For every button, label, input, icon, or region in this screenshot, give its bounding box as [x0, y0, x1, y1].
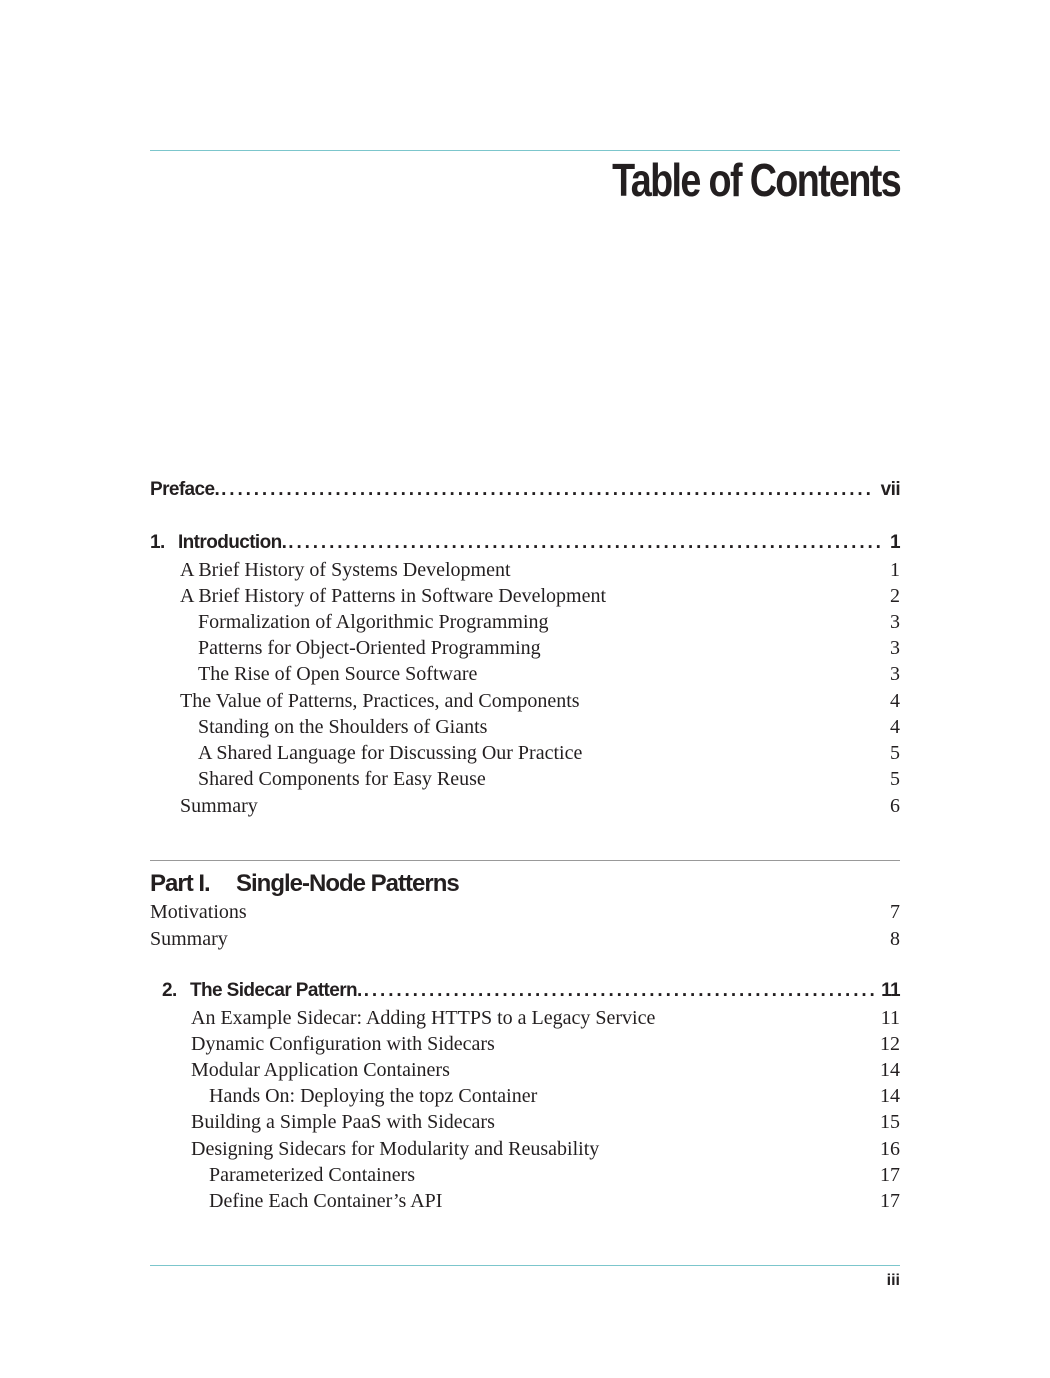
section-page: 7 [890, 901, 900, 923]
section-title: A Brief History of Patterns in Software Development [180, 585, 607, 607]
toc-section[interactable] [150, 1138, 900, 1164]
section-title: Motivations [150, 901, 247, 923]
toc-subsection[interactable] [150, 768, 900, 794]
dot-leader [288, 532, 884, 554]
toc-entry-page: vii [880, 479, 900, 500]
toc-section[interactable] [150, 795, 900, 821]
section-page: 6 [890, 795, 900, 817]
part-label: Part I. [150, 870, 210, 897]
subsection-page: 5 [890, 768, 900, 790]
subsection-title: Hands On: Deploying the topz Container [209, 1085, 538, 1107]
toc-section[interactable] [150, 690, 900, 716]
toc-subsection[interactable] [150, 611, 900, 637]
part-heading[interactable] [150, 870, 459, 898]
section-page: 8 [890, 928, 900, 950]
section-title: Modular Application Containers [191, 1059, 450, 1081]
section-page: 11 [880, 1007, 900, 1029]
section-page: 2 [890, 585, 900, 607]
subsection-page: 3 [890, 637, 900, 659]
toc-subsection[interactable] [150, 637, 900, 663]
subsection-page: 3 [890, 611, 900, 633]
toc-subsection[interactable] [150, 1085, 900, 1111]
toc-subsection[interactable] [150, 1190, 900, 1216]
section-title: Dynamic Configuration with Sidecars [191, 1033, 495, 1055]
section-title: A Brief History of Systems Development [180, 559, 511, 581]
chapter-page: 11 [881, 980, 900, 1001]
toc-subsection[interactable] [150, 1164, 900, 1190]
toc-subsection[interactable] [150, 663, 900, 689]
section-title: The Value of Patterns, Practices, and Components [180, 690, 580, 712]
toc-section[interactable] [150, 585, 900, 611]
dot-leader [221, 479, 875, 501]
section-title: An Example Sidecar: Adding HTTPS to a Legacy Service [191, 1007, 656, 1029]
chapter-page: 1 [890, 532, 900, 553]
subsection-title: Define Each Container’s API [209, 1190, 443, 1212]
toc-section[interactable] [150, 1059, 900, 1085]
page-number: iii [886, 1272, 900, 1289]
subsection-page: 4 [890, 716, 900, 738]
chapter-title: The Sidecar Pattern. [190, 980, 362, 1001]
subsection-page: 5 [890, 742, 900, 764]
subsection-page: 17 [880, 1164, 900, 1186]
chapter-number: 2. [162, 980, 177, 1001]
toc-section[interactable] [150, 1007, 900, 1033]
section-title: Designing Sidecars for Modularity and Reusability [191, 1138, 600, 1160]
section-page: 15 [880, 1111, 900, 1133]
toc-entry-preface[interactable] [150, 479, 900, 505]
page-title: Table of Contents [612, 154, 900, 206]
section-page: 12 [880, 1033, 900, 1055]
toc-subsection[interactable] [150, 716, 900, 742]
subsection-title: A Shared Language for Discussing Our Practice [198, 742, 583, 764]
toc-section[interactable] [150, 928, 900, 954]
subsection-title: Standing on the Shoulders of Giants [198, 716, 488, 738]
subsection-page: 3 [890, 663, 900, 685]
toc-chapter-2[interactable] [150, 980, 900, 1006]
toc-entry-label: Preface. [150, 479, 220, 500]
dot-leader [364, 980, 875, 1002]
toc-section[interactable] [150, 901, 900, 927]
toc-section[interactable] [150, 559, 900, 585]
toc-section[interactable] [150, 1111, 900, 1137]
chapter-title: Introduction. [178, 532, 287, 553]
subsection-title: Formalization of Algorithmic Programming [198, 611, 549, 633]
subsection-title: Patterns for Object-Oriented Programming [198, 637, 541, 659]
subsection-page: 17 [880, 1190, 900, 1212]
section-title: Summary [180, 795, 258, 817]
section-page: 16 [880, 1138, 900, 1160]
subsection-title: Parameterized Containers [209, 1164, 416, 1186]
part-title: Single-Node Patterns [236, 870, 459, 897]
subsection-title: The Rise of Open Source Software [198, 663, 478, 685]
section-title: Building a Simple PaaS with Sidecars [191, 1111, 495, 1133]
section-page: 14 [880, 1059, 900, 1081]
toc-subsection[interactable] [150, 742, 900, 768]
section-page: 4 [890, 690, 900, 712]
toc-section[interactable] [150, 1033, 900, 1059]
bottom-rule [150, 1265, 900, 1266]
section-page: 1 [890, 559, 900, 581]
subsection-page: 14 [880, 1085, 900, 1107]
chapter-number: 1. [150, 532, 165, 553]
toc-chapter-1[interactable] [150, 532, 900, 558]
section-title: Summary [150, 928, 228, 950]
subsection-title: Shared Components for Easy Reuse [198, 768, 486, 790]
part-divider [150, 860, 900, 861]
